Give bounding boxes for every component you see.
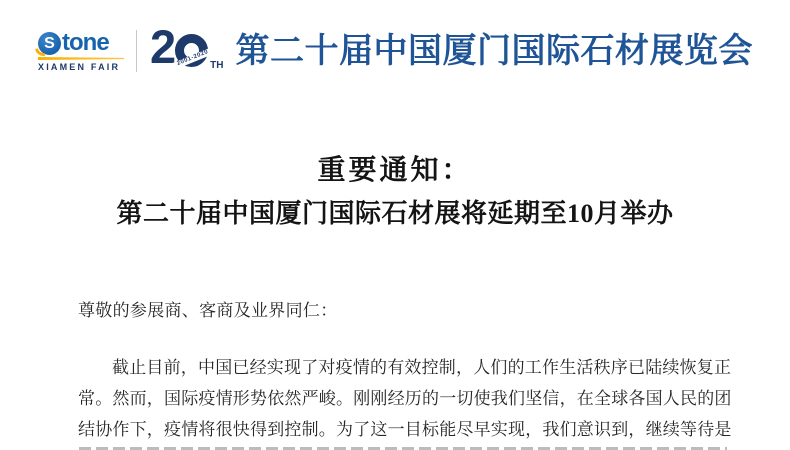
anniversary-th-suffix: TH	[210, 60, 224, 71]
logo-underline-swoosh	[38, 57, 124, 60]
body-line-3: 结协作下，疫情将很快得到控制。为了这一目标能尽早实现，我们意识到，继续等待是	[78, 420, 732, 439]
salutation: 尊敬的参展商、客商及业界同仁：	[78, 301, 338, 320]
letter-body	[78, 352, 734, 445]
notice-title: 重要通知：	[317, 155, 473, 186]
body-line-1: 截止目前，中国已经实现了对疫情的有效控制，人们的工作生活秩序已陆续恢复正	[112, 358, 732, 377]
header-divider	[136, 30, 137, 72]
fair-title: 第二十届中国厦门国际石材展览会	[235, 32, 753, 70]
stone-fair-logo	[38, 30, 128, 72]
anniversary-logo	[150, 20, 224, 77]
anniversary-digit: 2	[150, 20, 175, 73]
fair-header	[38, 20, 753, 78]
notice-subtitle: 第二十届中国厦门国际石材展将延期至10月举办	[116, 199, 674, 228]
anniversary-years-ribbon: 2001-2020	[171, 47, 214, 70]
body-line-2: 常。然而，国际疫情形势依然严峻。刚刚经历的一切使我们坚信，在全球各国人民的团	[78, 389, 732, 408]
logo-subtitle: XIAMEN FAIR	[38, 62, 121, 72]
stone-logo-wordmark	[38, 30, 128, 56]
stone-logo-text: tone	[62, 29, 109, 56]
stone-logo-s-icon: S	[38, 32, 61, 55]
